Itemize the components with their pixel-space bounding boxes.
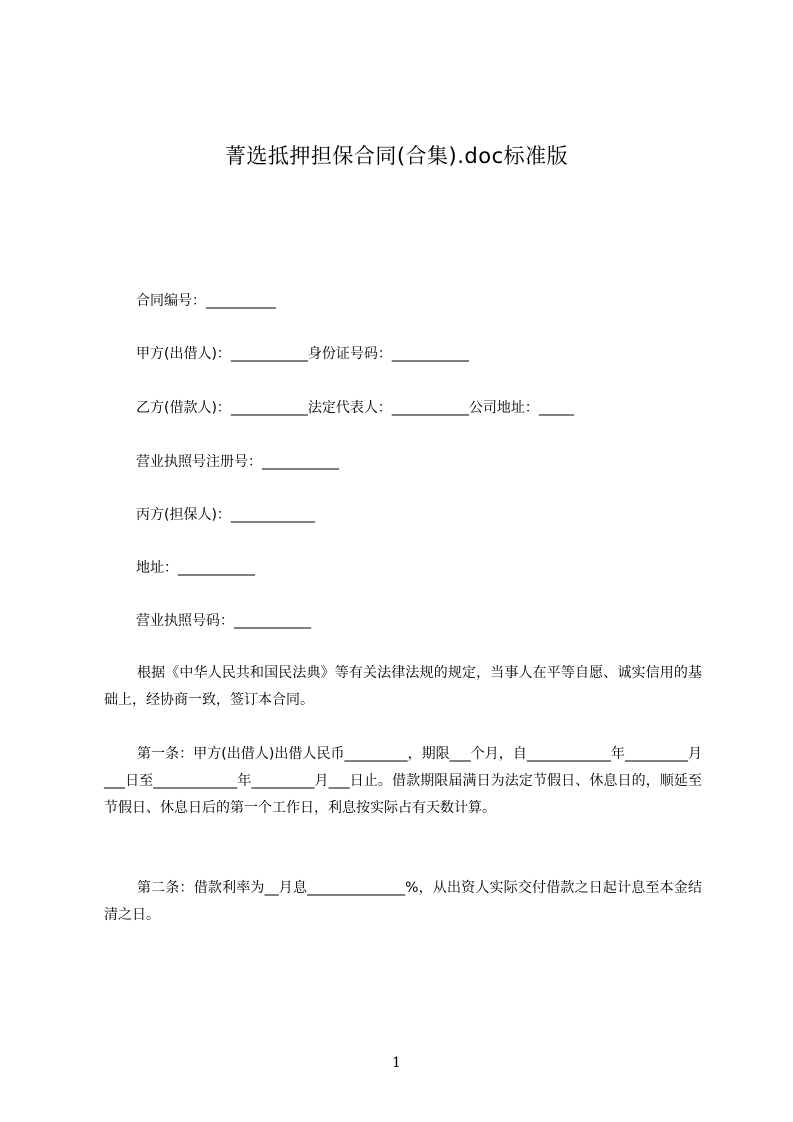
article-one-paragraph: 第一条：甲方(出借人)出借人民币_________，期限___个月，自____________年_________月___日至____________年_________月___日止。借款期限届满日为法定节假日、休息日的，顺延至节假日、休息日后的第一个工作日，利息按实际占有天数计算。 <box>104 746 702 816</box>
party-a-field: 甲方(出借人)：___________身份证号码：___________ <box>136 346 469 362</box>
contract-number-field: 合同编号：__________ <box>136 293 276 309</box>
page-number: 1 <box>392 1055 401 1071</box>
article-two-paragraph: 第二条：借款利率为__月息______________%，从出资人实际交付借款之日起计息至本金结清之日。 <box>104 880 702 923</box>
business-license-number-field: 营业执照号码：___________ <box>136 613 311 629</box>
party-b-field: 乙方(借款人)：___________法定代表人：___________公司地址：_____ <box>136 400 574 416</box>
address-field: 地址：___________ <box>136 560 255 576</box>
document-title: 菁选抵押担保合同(合集).doc标准版 <box>224 144 569 168</box>
business-license-registration-field: 营业执照号注册号：___________ <box>136 454 339 470</box>
party-c-guarantor-field: 丙方(担保人)：____________ <box>136 507 315 523</box>
preamble-paragraph: 根据《中华人民共和国民法典》等有关法律法规的规定，当事人在平等自愿、诚实信用的基础上，经协商一致，签订本合同。 <box>104 665 702 708</box>
